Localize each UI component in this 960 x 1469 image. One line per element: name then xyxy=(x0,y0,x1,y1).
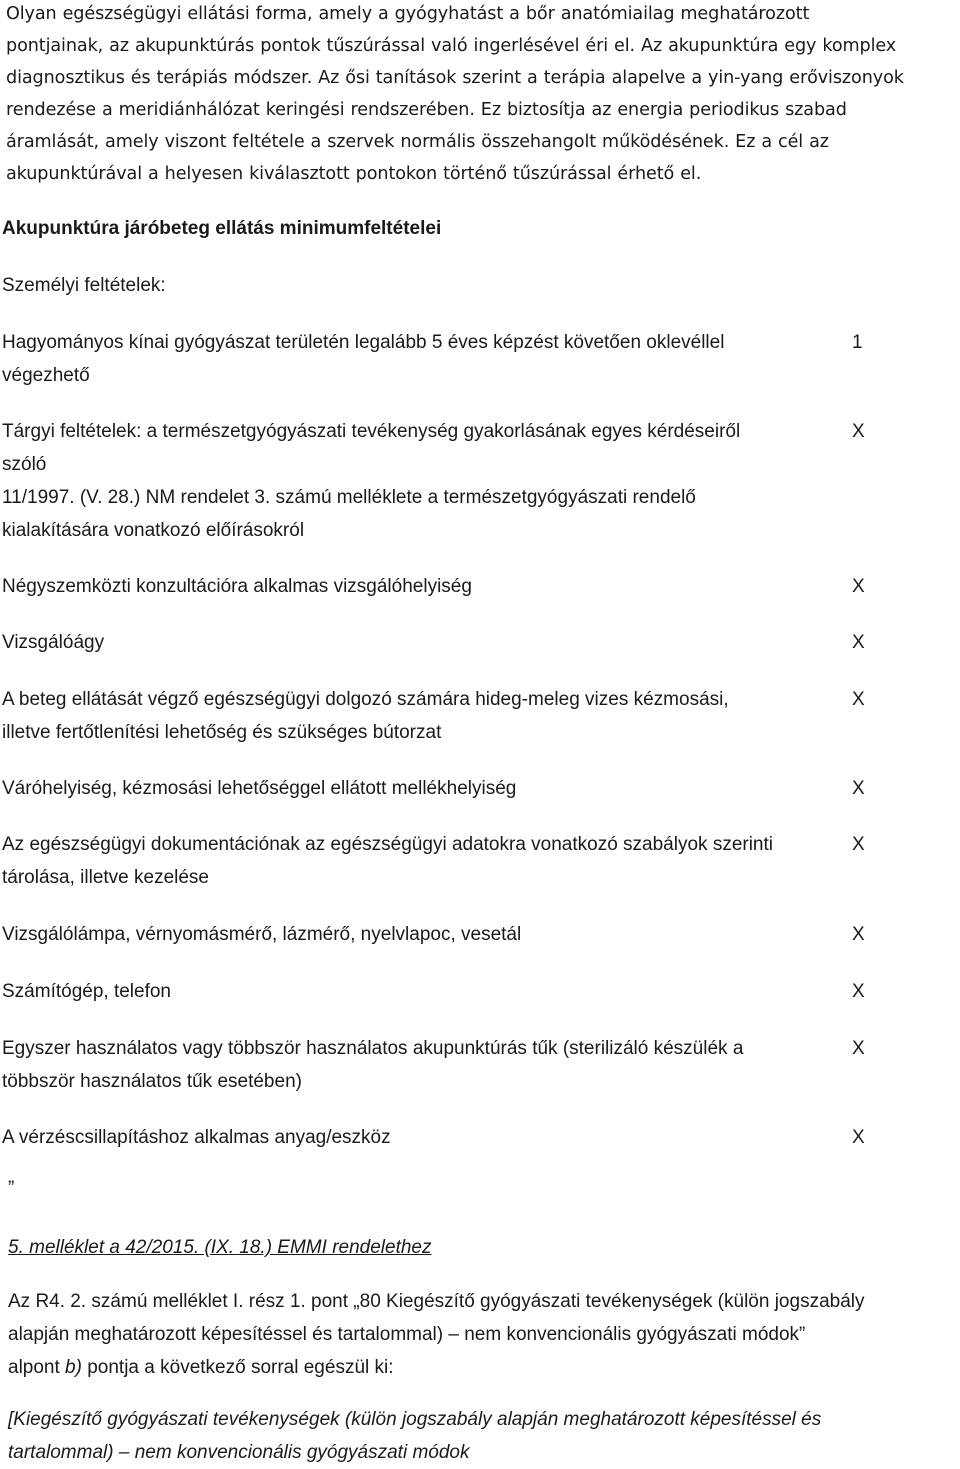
requirement-line: szóló xyxy=(2,454,47,475)
requirement-mark: X xyxy=(852,924,865,945)
personal-requirements-label: Személyi feltételek: xyxy=(2,275,166,296)
requirement-line: végezhető xyxy=(2,365,90,386)
requirement-line: Egyszer használatos vagy többször használatos akupunktúrás tűk (sterilizáló készülék a xyxy=(2,1038,744,1059)
requirement-line: Vizsgálóágy xyxy=(2,632,105,653)
intro-line: áramlását, amely viszont feltétele a szervek normális összehangolt működésének. Ez a cél az xyxy=(6,132,829,152)
requirement-line: Hagyományos kínai gyógyászat területén legalább 5 éves képzést követően oklevéllel xyxy=(2,332,725,353)
requirement-line: többször használatos tűk esetében) xyxy=(2,1071,302,1092)
requirement-text xyxy=(2,1032,840,1098)
requirement-line: A beteg ellátását végző egészségügyi dolgozó számára hideg-meleg vizes kézmosási, xyxy=(2,689,729,710)
closing-quote-mark: ” xyxy=(8,1178,15,1199)
requirement-line: Számítógép, telefon xyxy=(2,981,171,1002)
annex-line-suffix: pontja a következő sorral egészül ki: xyxy=(81,1357,394,1378)
requirement-mark: X xyxy=(852,981,865,1002)
annex-italic-paragraph xyxy=(8,1403,958,1469)
intro-line: Olyan egészségügyi ellátási forma, amely a gyógyhatást a bőr anatómiailag meghatározott xyxy=(6,4,810,24)
intro-paragraph xyxy=(6,0,956,190)
requirement-text xyxy=(2,1121,840,1154)
requirement-line: kialakítására vonatkozó előírásokról xyxy=(2,520,305,541)
intro-line: pontjainak, az akupunktúrás pontok tűszúrással való ingerlésével éri el. Az akupunktúra egy komplex xyxy=(6,36,897,56)
annex-line-prefix: alpont xyxy=(8,1357,66,1378)
section-heading: Akupunktúra járóbeteg ellátás minimumfeltételei xyxy=(2,218,442,239)
requirement-text xyxy=(2,626,840,659)
requirement-mark: X xyxy=(852,834,865,855)
annex-italic-line: [Kiegészítő gyógyászati tevékenységek (külön jogszabály alapján meghatározott képesítéssel és xyxy=(8,1409,822,1430)
requirement-mark: X xyxy=(852,576,865,597)
requirement-text xyxy=(2,326,840,392)
intro-line: akupunktúrával a helyesen kiválasztott pontokon történő tűszúrással érhető el. xyxy=(6,164,702,184)
requirement-mark: 1 xyxy=(852,332,863,353)
requirement-line: Az egészségügyi dokumentációnak az egészségügyi adatokra vonatkozó szabályok szerinti xyxy=(2,834,774,855)
annex-line: Az R4. 2. számú melléklet I. rész 1. pont „80 Kiegészítő gyógyászati tevékenységek (külön jogszabály xyxy=(8,1291,865,1312)
requirement-mark: X xyxy=(852,778,865,799)
intro-line: diagnosztikus és terápiás módszer. Az ősi tanítások szerint a terápia alapelve a yin-yang erőviszonyok xyxy=(6,68,904,88)
requirement-line: Vizsgálólámpa, vérnyomásmérő, lázmérő, nyelvlapoc, vesetál xyxy=(2,924,522,945)
requirement-text xyxy=(2,918,840,951)
annex-italic-line: tartalommal) – nem konvencionális gyógyászati módok xyxy=(8,1442,470,1463)
annex-line: alapján meghatározott képesítéssel és tartalommal) – nem konvencionális gyógyászati módok” xyxy=(8,1324,806,1345)
requirement-line: Tárgyi feltételek: a természetgyógyászati tevékenység gyakorlásának egyes kérdéseiről xyxy=(2,421,741,442)
requirement-text xyxy=(2,570,840,603)
requirement-mark: X xyxy=(852,632,865,653)
annex-title: 5. melléklet a 42/2015. (IX. 18.) EMMI rendelethez xyxy=(8,1237,432,1258)
intro-line: rendezése a meridiánhálózat keringési rendszerében. Ez biztosítja az energia periodikus szabad xyxy=(6,100,847,120)
annex-paragraph xyxy=(8,1285,958,1384)
requirement-text xyxy=(2,975,840,1008)
requirement-mark: X xyxy=(852,421,865,442)
requirement-text xyxy=(2,415,840,547)
requirement-line: Váróhelyiség, kézmosási lehetőséggel ellátott mellékhelyiség xyxy=(2,778,517,799)
requirement-text xyxy=(2,828,840,894)
requirement-line: Négyszemközti konzultációra alkalmas vizsgálóhelyiség xyxy=(2,576,472,597)
annex-line-italic: b) xyxy=(65,1357,82,1378)
requirement-text xyxy=(2,772,840,805)
requirement-line: A vérzéscsillapításhoz alkalmas anyag/eszköz xyxy=(2,1127,391,1148)
requirement-line: tárolása, illetve kezelése xyxy=(2,867,209,888)
requirement-mark: X xyxy=(852,1038,865,1059)
requirement-mark: X xyxy=(852,1127,865,1148)
requirement-line: 11/1997. (V. 28.) NM rendelet 3. számú melléklete a természetgyógyászati rendelő xyxy=(2,487,696,508)
requirement-line: illetve fertőtlenítési lehetőség és szükséges bútorzat xyxy=(2,722,442,743)
requirement-text xyxy=(2,683,840,749)
requirement-mark: X xyxy=(852,689,865,710)
